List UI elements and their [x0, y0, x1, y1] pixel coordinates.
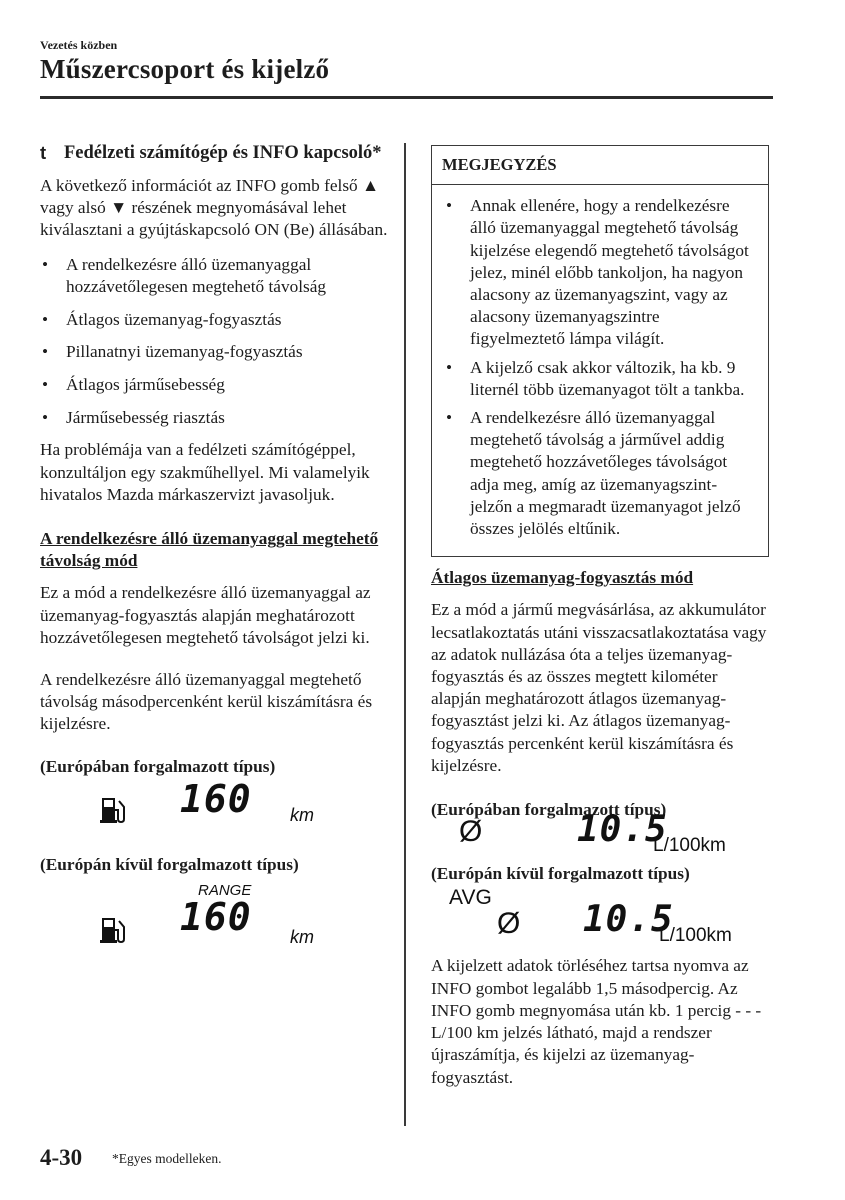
- range-display-non-eu: [40, 876, 395, 966]
- list-item: • Átlagos üzemanyag-fogyasztás: [40, 309, 395, 331]
- fuel-pump-icon: [100, 916, 126, 950]
- range-value: 160: [180, 776, 252, 821]
- avg-consumption-value: 10.5: [577, 809, 668, 851]
- range-value: 160: [180, 894, 252, 939]
- bullet-icon: •: [446, 357, 453, 377]
- average-symbol-icon: Ø: [459, 815, 483, 849]
- list-item: • A kijelző csak akkor változik, ha kb. 9 liternél több üzemanyagot tölt a tankba.: [444, 357, 758, 401]
- problem-paragraph: Ha problémája van a fedélzeti számítógéppel, konzultáljon egy szakműhellyel. Mi valamelyik hivatalos Mazda márkaszervizt javasoljuk.: [40, 440, 370, 504]
- europe-type-label: (Európában forgalmazott típus): [431, 800, 667, 820]
- section-heading-text: Fedélzeti számítógép és INFO kapcsoló*: [64, 143, 382, 163]
- info-items-list: [40, 254, 395, 429]
- range-unit: km: [290, 926, 314, 947]
- range-caption: RANGE: [198, 881, 252, 899]
- note-box: [431, 145, 769, 557]
- range-paragraph-2: A rendelkezésre álló üzemanyaggal megtehető távolság másodpercenként kerül kiszámításra és kijelzésre.: [40, 669, 373, 734]
- page-number: 4-30: [40, 1145, 83, 1170]
- bullet-icon: •: [42, 374, 49, 394]
- avg-mode-heading: Átlagos üzemanyag-fogyasztás mód: [431, 568, 694, 588]
- left-column: [40, 141, 395, 966]
- average-symbol-icon: Ø: [497, 907, 521, 941]
- title-rule: [40, 96, 773, 99]
- list-item: • Átlagos járműsebesség: [40, 374, 395, 396]
- section-heading: [40, 141, 395, 165]
- bullet-icon: •: [446, 196, 453, 216]
- list-item: • A rendelkezésre álló üzemanyaggal hozzávetőlegesen megtehető távolság: [40, 254, 395, 298]
- list-item: • Annak ellenére, hogy a rendelkezésre álló üzemanyaggal megtehető távolság kijelzése elegendő megtehető távolságot jelez, minél előbb tankoljon, ha nagyon alacsony az üzemanyagszint, vagy az alacsony üzemanyagszintre figyelmeztető lámpa világít.: [444, 195, 758, 350]
- avg-consumption-unit: L/100km: [659, 925, 732, 947]
- avg-caption: AVG: [449, 886, 492, 910]
- bullet-icon: •: [42, 254, 49, 274]
- avg-consumption-unit: L/100km: [653, 835, 726, 857]
- section-marker-icon: t: [40, 142, 47, 163]
- column-divider: [404, 143, 406, 1126]
- range-display-eu: [40, 778, 395, 840]
- range-paragraph-1: Ez a mód a rendelkezésre álló üzemanyaggal az üzemanyag-fogyasztás alapján meghatározott hozzávetőlegesen megtehető távolságot jelzi ki.: [40, 583, 371, 647]
- fuel-pump-icon: [100, 796, 126, 830]
- avg-paragraph: Ez a mód a jármű megvásárlása, az akkumulátor lecsatlakoztatás utáni visszacsatlakoztatása vagy az adatok nullázása óta a teljes üzemanyag-fogyasztás és az összes megtett kilométer alapján meghatározott átlagos üzemanyag-fogyasztást jelzi ki. Az átlagos üzemanyag-fogyasztás percenként kerül kiszámításra és kijelzésre.: [431, 600, 767, 775]
- list-item: • Pillanatnyi üzemanyag-fogyasztás: [40, 341, 395, 363]
- intro-paragraph: A következő információt az INFO gomb felső ▲ vagy alsó ▼ részének megnyomásával lehet kiválasztani a gyújtáskapcsoló ON (Be) állásában.: [40, 176, 388, 240]
- avg-display-non-eu: [431, 885, 769, 955]
- bullet-icon: •: [42, 309, 49, 329]
- bullet-icon: •: [42, 342, 49, 362]
- reset-paragraph: A kijelzett adatok törléséhez tartsa nyomva az INFO gombot legalább 1,5 másodpercig. Az INFO gomb megnyomása után kb. 1 percig - - - L/100 km jelzés látható, majd a rendszer újraszámítja, és kijelzi az üzemanyag-fogyasztást.: [431, 956, 762, 1087]
- range-unit: km: [290, 804, 314, 825]
- right-column: [431, 145, 769, 1101]
- list-item: • A rendelkezésre álló üzemanyaggal megtehető távolság a járművel addig megtehető hozzávetőleges távolságot adja meg, amíg az üzemanyagszint-jelzőn a megmaradt üzemanyagot jelző összes jelölés eltűnik.: [444, 407, 758, 540]
- list-item: • Járműsebesség riasztás: [40, 407, 395, 429]
- non-europe-type-label: (Európán kívül forgalmazott típus): [431, 864, 690, 884]
- footnote: *Egyes modelleken.: [112, 1151, 222, 1166]
- note-list: [432, 185, 768, 548]
- note-title: MEGJEGYZÉS: [432, 146, 768, 185]
- bullet-icon: •: [42, 407, 49, 427]
- page-title: Műszercsoport és kijelző: [40, 54, 330, 84]
- section-label: Vezetés közben: [40, 38, 118, 52]
- bullet-icon: •: [446, 408, 453, 428]
- non-europe-type-label: (Európán kívül forgalmazott típus): [40, 854, 299, 874]
- avg-consumption-value: 10.5: [583, 899, 674, 941]
- range-mode-heading: A rendelkezésre álló üzemanyaggal megtehető távolság mód: [40, 528, 379, 571]
- europe-type-label: (Európában forgalmazott típus): [40, 756, 276, 776]
